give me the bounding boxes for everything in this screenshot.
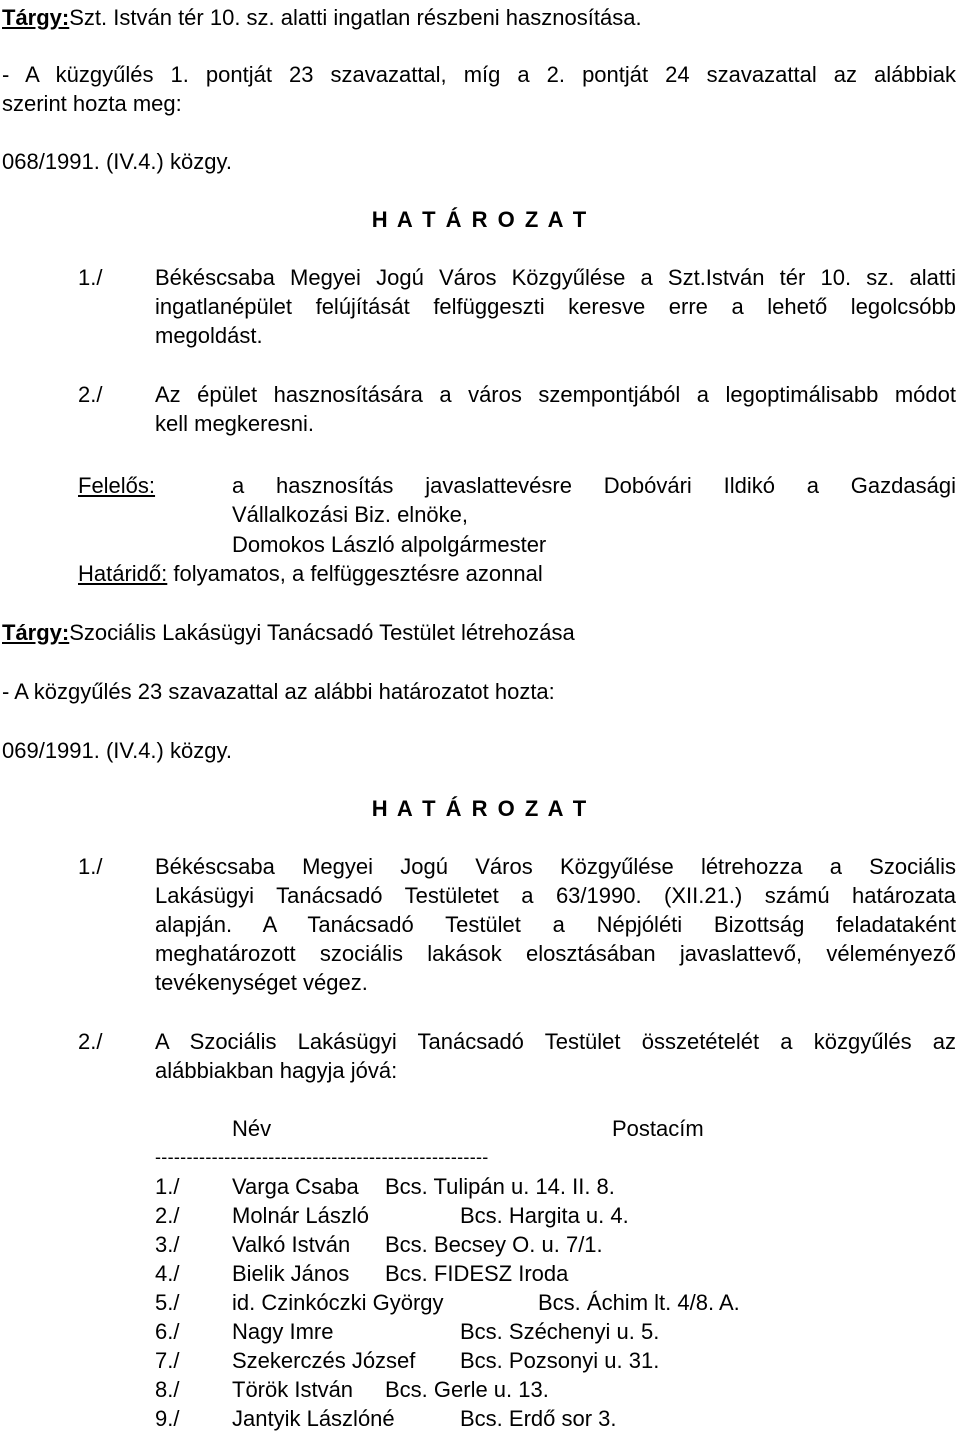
resolution-heading: H A T Á R O Z A T xyxy=(371,796,589,821)
member-address: Bcs. Hargita u. 4. xyxy=(460,1203,629,1228)
item-text-line: meghatározott szociális lakások elosztásában javaslattevő, véleményező xyxy=(155,941,956,966)
member-address: Bcs. Széchenyi u. 5. xyxy=(460,1319,660,1344)
item-text-line: A Szociális Lakásügyi Tanácsadó Testület összetételét a közgyűlés az xyxy=(155,1029,956,1054)
member-address: Bcs. Becsey O. u. 7/1. xyxy=(385,1232,603,1257)
item-text-line: Békéscsaba Megyei Jogú Város Közgyűlése a Szt.István tér 10. sz. alatti xyxy=(155,265,956,290)
responsible-text-line: a hasznosítás javaslattevésre Dobóvári Ildikó a Gazdasági xyxy=(232,473,956,498)
member-name: Szekerczés József xyxy=(232,1348,416,1373)
row-number: 6./ xyxy=(155,1319,180,1344)
deadline-line xyxy=(78,559,543,588)
member-name: id. Czinkóczki György xyxy=(232,1290,444,1315)
member-address: Bcs. Erdő sor 3. xyxy=(460,1406,617,1431)
table-separator: ----------------------------------------------------- xyxy=(155,1147,489,1167)
item-text-line: tevékenységet végez. xyxy=(155,970,368,995)
table-row xyxy=(155,1172,179,1201)
item-number: 2./ xyxy=(78,1029,103,1054)
item-text-line: Az épület hasznosítására a város szempontjából a legoptimálisabb módot xyxy=(155,382,956,407)
member-name: Varga Csaba xyxy=(232,1174,359,1199)
item-number: 1./ xyxy=(78,854,103,879)
resolution-heading: H A T Á R O Z A T xyxy=(371,207,589,232)
item-text-line: kell megkeresni. xyxy=(155,411,314,436)
member-address: Bcs. Pozsonyi u. 31. xyxy=(460,1348,660,1373)
item-text-line: Békéscsaba Megyei Jogú Város Közgyűlése létrehozza a Szociális xyxy=(155,854,956,879)
row-number: 2./ xyxy=(155,1203,180,1228)
deadline-label: Határidő: xyxy=(78,561,168,586)
item-number: 2./ xyxy=(78,382,103,407)
item-text-line: Lakásügyi Tanácsadó Testületet a 63/1990. (XII.21.) számú határozata xyxy=(155,883,956,908)
member-name: Nagy Imre xyxy=(232,1319,334,1344)
member-name: Török István xyxy=(232,1377,354,1402)
item-text-line: alapján. A Tanácsadó Testület a Népjóléti Bizottság feladataként xyxy=(155,912,956,937)
vote-text-line-1: - A küzgyűlés 1. pontját 23 szavazattal, míg a 2. pontját 24 szavazattal az alábbiak xyxy=(2,62,956,87)
deadline-text: folyamatos, a felfüggesztésre azonnal xyxy=(167,561,543,586)
row-number: 7./ xyxy=(155,1348,180,1373)
subject-line-1 xyxy=(2,3,642,32)
vote-text-line: - A közgyűlés 23 szavazattal az alábbi határozatot hozta: xyxy=(2,679,555,704)
subject-text: Szt. István tér 10. sz. alatti ingatlan részbeni hasznosítása. xyxy=(69,5,642,30)
member-name: Molnár László xyxy=(232,1203,369,1228)
member-address: Bcs. Áchim lt. 4/8. A. xyxy=(538,1290,740,1315)
row-number: 9./ xyxy=(155,1406,180,1431)
row-number: 4./ xyxy=(155,1261,180,1286)
member-name: Valkó István xyxy=(232,1232,351,1257)
vote-text-line-2: szerint hozta meg: xyxy=(2,91,182,116)
item-number: 1./ xyxy=(78,265,103,290)
responsible-label: Felelős: xyxy=(78,473,156,498)
responsible-text-line: Domokos László alpolgármester xyxy=(232,532,547,557)
resolution-number: 068/1991. (IV.4.) közgy. xyxy=(2,149,232,174)
item-text-line: megoldást. xyxy=(155,323,263,348)
row-number: 8./ xyxy=(155,1377,180,1402)
row-number: 1./ xyxy=(155,1174,180,1199)
member-name: Bielik János xyxy=(232,1261,350,1286)
subject-line-2 xyxy=(2,618,575,647)
subject-text: Szociális Lakásügyi Tanácsadó Testület létrehozása xyxy=(69,620,575,645)
responsible-text-line: Vállalkozási Biz. elnöke, xyxy=(232,502,469,527)
resolution-number: 069/1991. (IV.4.) közgy. xyxy=(2,738,232,763)
row-number: 5./ xyxy=(155,1290,180,1315)
member-address: Bcs. Gerle u. 13. xyxy=(385,1377,549,1402)
member-name: Jantyik Lászlóné xyxy=(232,1406,395,1431)
subject-label: Tárgy: xyxy=(2,5,70,30)
table-header-address: Postacím xyxy=(612,1116,704,1141)
subject-label: Tárgy: xyxy=(2,620,70,645)
item-text-line: ingatlanépület felújítását felfüggeszti keresve erre a lehető legolcsóbb xyxy=(155,294,956,319)
table-header-name: Név xyxy=(232,1116,272,1141)
item-text-line: alábbiakban hagyja jóvá: xyxy=(155,1058,398,1083)
row-number: 3./ xyxy=(155,1232,180,1257)
member-address: Bcs. Tulipán u. 14. II. 8. xyxy=(385,1174,615,1199)
member-address: Bcs. FIDESZ Iroda xyxy=(385,1261,569,1286)
